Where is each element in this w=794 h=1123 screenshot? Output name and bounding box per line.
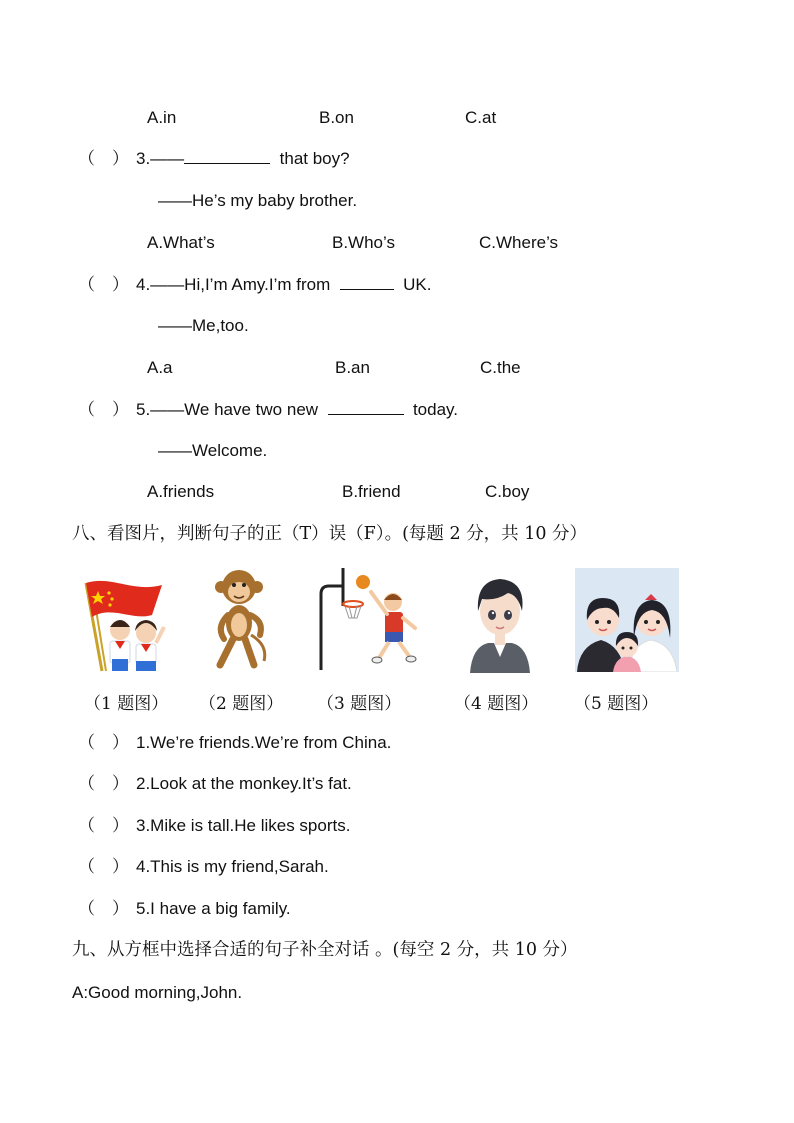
q5-option-a: A.friends	[147, 482, 215, 501]
q3-response: ——He’s my baby brother.	[158, 191, 358, 210]
s8-item-4-paren[interactable]: （ ）	[78, 857, 129, 876]
q4-suffix: UK.	[403, 275, 432, 294]
q2-option-a: A.in	[147, 108, 177, 127]
q5-question	[136, 400, 458, 420]
q3-option-c: C.Where’s	[479, 233, 559, 252]
s8-item-5-paren[interactable]: （ ）	[78, 899, 129, 918]
q3-option-b: B.Who’s	[332, 233, 395, 252]
q3-answer-paren[interactable]: （ ）	[78, 149, 129, 168]
q4-response: ——Me,too.	[158, 316, 249, 335]
picture-3-basketball-player	[317, 562, 423, 672]
q5-option-b: B.friend	[342, 482, 401, 501]
picture-2-monkey	[206, 565, 272, 672]
q5-option-c: C.boy	[485, 482, 530, 501]
q3-option-a: A.What’s	[147, 233, 215, 252]
s8-item-1-paren[interactable]: （ ）	[78, 733, 129, 752]
s8-item-3-paren[interactable]: （ ）	[78, 816, 129, 835]
picture-4-boy-portrait	[468, 571, 532, 673]
s8-item-3-text: 3.Mike is tall.He likes sports.	[136, 816, 351, 835]
q3-blank[interactable]	[184, 149, 270, 164]
s8-item-1-text: 1.We’re friends.We’re from China.	[136, 733, 392, 752]
section-8-heading: 八、看图片，判断句子的正（T）误（F）。(每题 2 分，共 10 分）	[72, 524, 588, 544]
section-9-heading: 九、从方框中选择合适的句子补全对话 。(每空 2 分，共 10 分）	[72, 940, 578, 960]
q3-suffix: that boy?	[279, 149, 350, 168]
q4-prefix: 4.——Hi,I’m Amy.I’m from	[136, 275, 331, 294]
caption-3: （3 题图）	[317, 694, 402, 714]
q4-blank[interactable]	[340, 275, 394, 290]
q5-prefix: 5.——We have two new	[136, 400, 319, 419]
q5-answer-paren[interactable]: （ ）	[78, 400, 129, 419]
q2-option-c: C.at	[465, 108, 497, 127]
dialogue-line-1: A:Good morning,John.	[72, 983, 243, 1002]
picture-5-family	[575, 568, 679, 672]
q2-option-b: B.on	[319, 108, 354, 127]
s8-item-4-text: 4.This is my friend,Sarah.	[136, 857, 329, 876]
caption-1: （1 题图）	[84, 694, 169, 714]
q5-suffix: today.	[412, 400, 459, 419]
s8-item-2-paren[interactable]: （ ）	[78, 774, 129, 793]
q3-question	[136, 149, 350, 169]
q4-answer-paren[interactable]: （ ）	[78, 275, 129, 294]
s8-item-2-text: 2.Look at the monkey.It’s fat.	[136, 774, 352, 793]
q4-question	[136, 275, 432, 295]
q4-option-c: C.the	[480, 358, 521, 377]
caption-2: （2 题图）	[199, 694, 284, 714]
caption-5: （5 题图）	[574, 694, 659, 714]
q4-option-a: A.a	[147, 358, 173, 377]
picture-1-kids-with-flag	[72, 575, 172, 673]
q5-response: ——Welcome.	[158, 441, 268, 460]
q5-blank[interactable]	[328, 400, 404, 415]
caption-4: （4 题图）	[454, 694, 539, 714]
q4-option-b: B.an	[335, 358, 370, 377]
q3-prefix: 3.——	[136, 149, 185, 168]
s8-item-5-text: 5.I have a big family.	[136, 899, 291, 918]
